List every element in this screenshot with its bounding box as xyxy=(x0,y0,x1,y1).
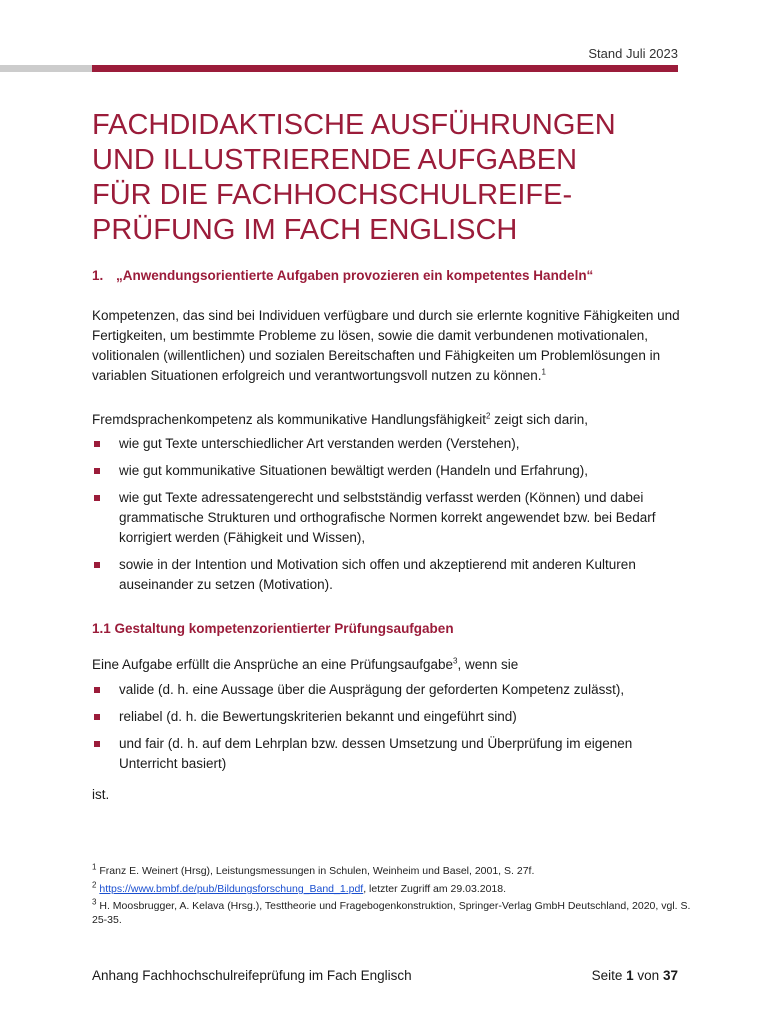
footer-document-name: Anhang Fachhochschulreifeprüfung im Fach Englisch xyxy=(92,968,412,983)
current-page: 1 xyxy=(626,968,634,983)
footnote-ref[interactable]: 3 xyxy=(453,656,458,666)
criteria-list xyxy=(92,680,684,781)
footnote-number: 3 xyxy=(92,897,97,907)
footnote-ref[interactable]: 1 xyxy=(541,367,546,377)
paragraph-language-competence xyxy=(92,410,692,430)
header-bar-gray xyxy=(0,65,92,72)
paragraph-competence-definition xyxy=(92,306,692,386)
title-line: PRÜFUNG IM FACH ENGLISCH xyxy=(92,214,518,246)
paragraph-text: zeigt sich darin, xyxy=(490,412,588,427)
section-1-heading xyxy=(92,268,593,283)
bullet-icon xyxy=(94,441,100,447)
bullet-icon xyxy=(94,741,100,747)
total-pages: 37 xyxy=(662,968,678,983)
paragraph-text: , wenn sie xyxy=(457,657,519,672)
footnote: $^3$ H. Moosbrugger, A. Kelava (Hrsg.), Testtheorie und Fragebogenkonstruktion, Springer-Verlag GmbH Deutschland, 2020, vgl. S. 25-35. xyxy=(92,897,691,926)
list-item: reliabel (d. h. die Bewertungskriterien bekannt und eingeführt sind) xyxy=(92,707,684,727)
competence-list xyxy=(92,434,684,602)
footnote-link[interactable]: https://www.bmbf.de/pub/Bildungsforschung_Band_1.pdf xyxy=(99,883,364,895)
section-heading-text: „Anwendungsorientierte Aufgaben provozieren ein kompetentes Handeln“ xyxy=(116,268,594,283)
paragraph-text: Fremdsprachenkompetenz als kommunikative Handlungsfähigkeit xyxy=(92,412,486,427)
footnote-number: 2 xyxy=(92,880,97,890)
section-number: 1. xyxy=(92,268,104,283)
list-item: wie gut kommunikative Situationen bewältigt werden (Handeln und Erfahrung), xyxy=(92,461,684,481)
title-line: FÜR DIE FACHHOCHSCHULREIFE- xyxy=(92,179,573,211)
footnote-ref[interactable]: 2 xyxy=(485,411,491,421)
list-item: wie gut Texte unterschiedlicher Art verstanden werden (Verstehen), xyxy=(92,434,684,454)
footnote: $^2$ https://www.bmbf.de/pub/Bildungsforschung_Band_1.pdf, letzter Zugriff am 29.03.2018. xyxy=(92,880,507,895)
paragraph-task-requirements xyxy=(92,655,692,675)
header-bar-accent xyxy=(92,65,678,72)
list-item: und fair (d. h. auf dem Lehrplan bzw. dessen Umsetzung und Überprüfung im eigenen Unterricht basiert) xyxy=(92,734,684,774)
document-title xyxy=(92,108,692,248)
list-item: wie gut Texte adressatengerecht und selbstständig verfasst werden (Können) und dabei grammatische Strukturen und orthografische Normen korrekt angewendet bzw. bei Bedarf korrigiert werden (Fähigkeit und Wissen), xyxy=(92,488,684,548)
bullet-icon xyxy=(94,714,100,720)
bullet-icon xyxy=(94,562,100,568)
paragraph-closing: ist. xyxy=(92,787,110,802)
section-1-1-heading: 1.1 Gestaltung kompetenzorientierter Prüfungsaufgaben xyxy=(92,621,454,636)
list-item: valide (d. h. eine Aussage über die Ausprägung der geforderten Kompetenz zulässt), xyxy=(92,680,684,700)
title-line: UND ILLUSTRIERENDE AUFGABEN xyxy=(92,144,578,176)
bullet-icon xyxy=(94,687,100,693)
paragraph-text: Eine Aufgabe erfüllt die Ansprüche an eine Prüfungsaufgabe xyxy=(92,657,454,672)
footer-page-number: Seite 1 von 37 xyxy=(591,968,678,983)
bullet-icon xyxy=(94,495,100,501)
footnote: $^1$ Franz E. Weinert (Hrsg), Leistungsmessungen in Schulen, Weinheim und Basel, 2001, S. 27f. xyxy=(92,862,535,877)
title-line: FACHDIDAKTISCHE AUSFÜHRUNGEN xyxy=(92,109,616,141)
list-item: sowie in der Intention und Motivation sich offen und akzeptierend mit anderen Kulturen auseinander zu setzen (Motivation). xyxy=(92,555,684,595)
footnote-number: 1 xyxy=(92,862,97,872)
document-date: Stand Juli 2023 xyxy=(588,46,678,61)
bullet-icon xyxy=(94,468,100,474)
paragraph-text: Kompetenzen, das sind bei Individuen verfügbare und durch sie erlernte kognitive Fähigkeiten und Fertigkeiten, um bestimmte Probleme zu lösen, sowie die damit verbundenen motivationalen, volitionalen (willentlichen) und sozialen Bereitschaften und Fähigkeiten um Problemlösungen in variablen Situationen erfolgreich und verantwortungsvoll nutzen zu können. xyxy=(92,308,680,383)
